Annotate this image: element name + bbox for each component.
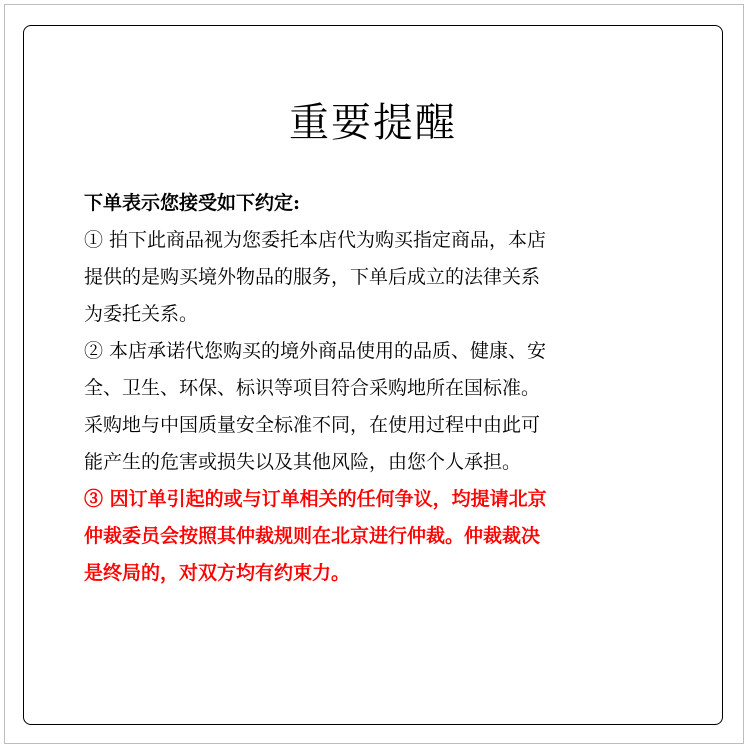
notice-line-3: 为委托关系。 <box>84 303 199 325</box>
notice-line-5: 全、卫生、环保、标识等项目符合采购地所在国标准。 <box>84 377 541 399</box>
warning-line-1: ③ 因订单引起的或与订单相关的任何争议，均提请北京 <box>84 488 547 510</box>
page-title: 重要提醒 <box>289 100 457 146</box>
notice-intro: 下单表示您接受如下约定: <box>84 192 301 214</box>
notice-line-1: ① 拍下此商品视为您委托本店代为购买指定商品，本店 <box>84 229 547 251</box>
notice-line-7: 能产生的危害或损失以及其他风险，由您个人承担。 <box>84 451 522 473</box>
notice-line-2: 提供的是购买境外物品的服务，下单后成立的法律关系 <box>84 266 541 288</box>
notice-line-6: 采购地与中国质量安全标准不同，在使用过程中由此可 <box>84 414 541 436</box>
warning-line-3: 是终局的，对双方均有约束力。 <box>84 562 351 584</box>
notice-line-4: ② 本店承诺代您购买的境外商品使用的品质、健康、安 <box>84 340 547 362</box>
notice-body <box>84 185 674 592</box>
warning-line-2: 仲裁委员会按照其仲裁规则在北京进行仲裁。仲裁裁决 <box>84 525 541 547</box>
